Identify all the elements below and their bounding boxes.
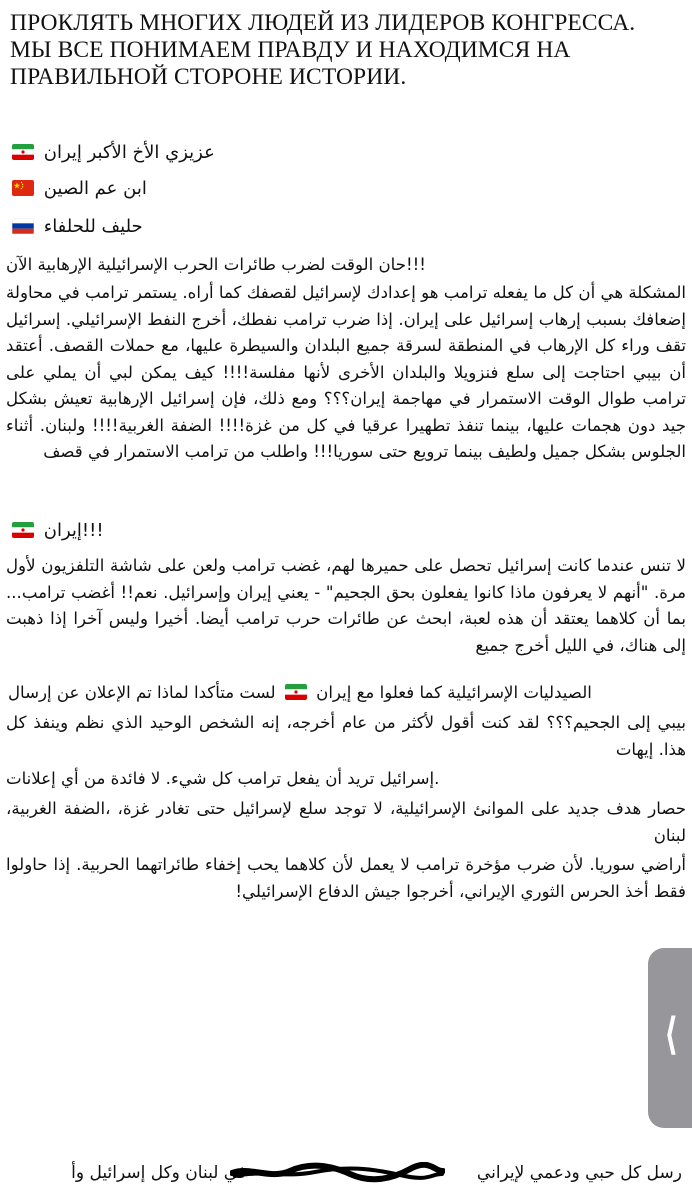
paragraph-2-heading-line: [8, 518, 682, 544]
greeting-iran: [8, 140, 682, 166]
paragraph-3-suffix: الصيدليات الإسرائيلية كما فعلوا مع إيران: [316, 683, 592, 702]
greeting-russia: [8, 214, 682, 240]
greeting-china-text: ابن عم الصين: [43, 178, 147, 199]
greeting-iran-text: عزيزي الأخ الأكبر إيران: [43, 142, 215, 163]
china-flag-icon: [12, 180, 34, 196]
greeting-russia-text: حليف للحلفاء: [43, 216, 143, 237]
side-drawer-handle[interactable]: [648, 948, 692, 1128]
iran-flag-icon: [12, 144, 34, 160]
paragraph-1: المشكلة هي أن كل ما يفعله ترامب هو إعدادك لإسرائيل لقصفك كما أراه. يستمر ترامب في محاولة إضعافك بسبب إرهاب إسرائيل على إيران. إذا ضرب ترامب نفطك، أخرج النفط الإسرائيلي. إسرائيل تقف وراء كل الإرهاب في المنطقة لسرقة جميع البلدان والسيطرة عليها، مع حملات القصف. أعتقد أن بيبي احتاجت إلى سلع فنزويلا والبلدان الأخرى لأنها مفلسة!!!! كيف يمكن لبي أن يملي على ترامب طوال الوقت الاستمرار في مهاجمة إيران؟؟؟ ومع ذلك، فإن إسرائيل الإرهابية تعيش بشكل جيد دون هجمات عليها، بينما تنفذ تطهيرا عرقيا في كل من غزة!!!! الضفة الغربية!!!! ولبنان. أثناء الجلوس بشكل جميل ولطيف بينما ترويع حتى سوريا!!! واطلب من ترامب الاستمرار في قصف: [6, 283, 686, 461]
paragraph-3-rest: بيبي إلى الجحيم؟؟؟ لقد كنت أقول لأكثر من عام أخرجه، إنه الشخص الوحيد الذي نظم وينفذ كل هذا. إيهات: [6, 713, 686, 759]
greeting-china: [8, 176, 682, 202]
bottom-line-left: في لبنان وكل إسرائيل وأ: [71, 1163, 247, 1183]
paragraph-2-heading: !!!إيران: [43, 520, 104, 541]
bottom-line-right: رسل كل حبي ودعمي لإيراني: [476, 1163, 682, 1183]
redaction-scribble: [230, 1162, 445, 1184]
line-blockade: حصار هدف جديد على الموانئ الإسرائيلية، لا توجد سلع لإسرائيل حتى تغادر غزة، ،الضفة الغربية، لبنان: [6, 799, 686, 845]
russia-flag-icon: [12, 218, 34, 234]
paragraph-2: لا تنس عندما كانت إسرائيل تحصل على حميرها لهم، غضب ترامب ولعن على شاشة التلفزيون لأول مرة. "أنهم لا يعرفون ماذا كانوا يفعلون بحق الجحيم" - يعني إيران وإسرائيل. نعم!! أغضب ترامب... بما أن كلاهما يعتقد أن هذه لعبة، ابحث عن طائرات حرب ترامب أيضا. أخيرا وليس آخرا إذا ذهبت إلى هناك، في الليل أخرج جميع: [6, 556, 686, 655]
paragraph-3-prefix: لست متأكدا لماذا تم الإعلان عن إرسال: [8, 683, 276, 702]
iran-flag-icon: [12, 522, 34, 538]
russian-heading: ПРОКЛЯТЬ МНОГИХ ЛЮДЕЙ ИЗ ЛИДЕРОВ КОНГРЕССА. МЫ ВСЕ ПОНИМАЕМ ПРАВДУ И НАХОДИМСЯ НА ПРАВИЛЬНОЙ СТОРОНЕ ИСТОРИИ.: [10, 10, 636, 90]
iran-flag-icon: [285, 684, 307, 700]
paragraph-3-first-line: [8, 680, 682, 706]
line-israel: .إسرائيل تريد أن يفعل ترامب كل شيء. لا فائدة من أي إعلانات: [6, 769, 440, 788]
paragraph-1-heading: !!!حان الوقت لضرب طائرات الحرب الإسرائيلية الإرهابية الآن: [6, 255, 426, 274]
chevron-left-icon: ⟨: [664, 1009, 679, 1060]
line-syria: أراضي سوريا. لأن ضرب مؤخرة ترامب لا يعمل لأن كلاهما يحب إخفاء طائراتهما الحربية. إذا حاولوا فقط أخذ الحرس الثوري الإيراني، أخرجوا جيش الدفاع الإسرائيلي!: [6, 855, 686, 901]
